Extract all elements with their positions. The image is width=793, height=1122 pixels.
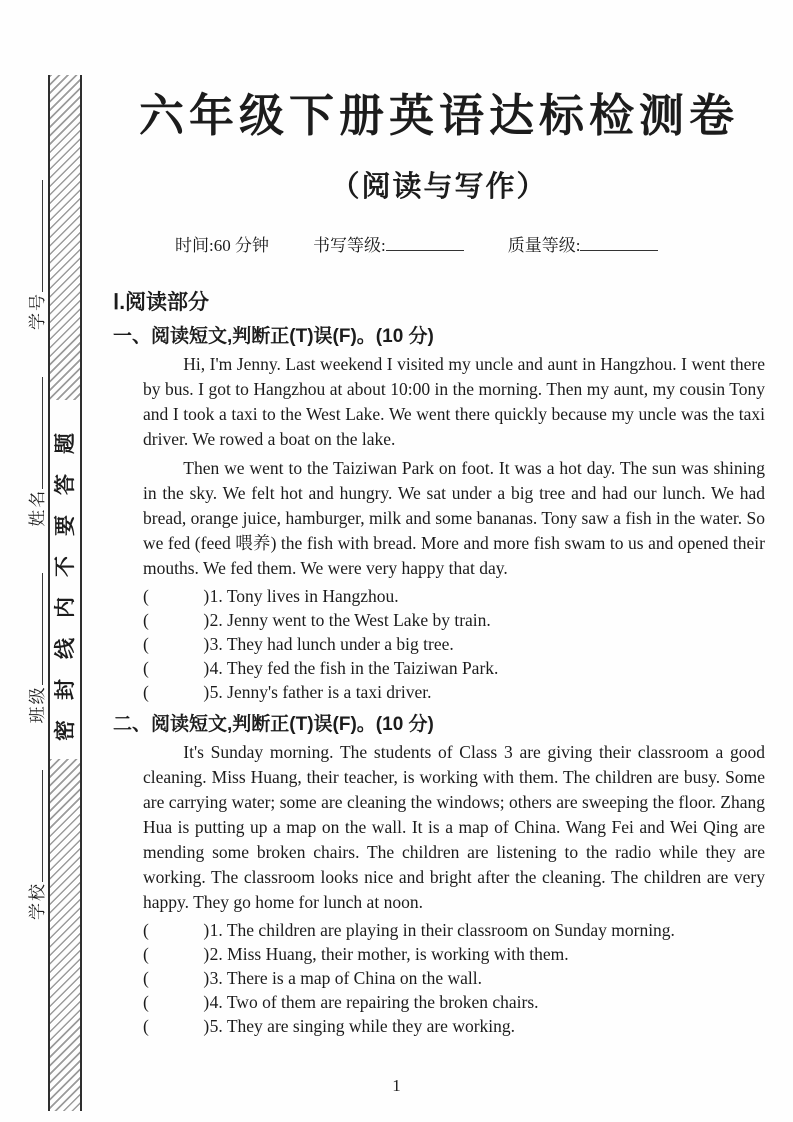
answer-blank[interactable]: ( ) <box>143 681 210 702</box>
task1-paragraph-2: Then we went to the Taiziwan Park on foot. It was a hot day. The sun was shining in the sky. We felt hot and hungry. We sat under a big tree and had our lunch. We had bread, orange juice, hamburger, milk and some bananas. Tony saw a fish in the water. So we fed (feed 喂养) the fish with bread. More and more fish swam to us and opened their mouths. We fed them. We were very happy that day. <box>143 457 765 578</box>
tf-question <box>113 656 765 680</box>
section-heading-reading: Ⅰ.阅读部分 <box>113 290 210 314</box>
tf-question <box>113 990 765 1014</box>
question-text: 3. There is a map of China on the wall. <box>209 967 482 988</box>
time-limit-label: 时间:60 分钟 <box>175 235 269 255</box>
answer-blank[interactable]: ( ) <box>143 1015 210 1036</box>
question-text: 4. They fed the fish in the Taiziwan Park. <box>209 657 499 678</box>
page-number: 1 <box>392 1076 401 1095</box>
answer-blank[interactable]: ( ) <box>143 967 210 988</box>
tf-question <box>113 608 765 632</box>
student-info-fields <box>12 180 48 920</box>
question-text: 1. The children are playing in their classroom on Sunday morning. <box>209 919 675 940</box>
tf-question <box>113 1014 765 1038</box>
school-blank[interactable] <box>28 770 43 882</box>
page-title: 六年级下册英语达标检测卷 <box>138 90 739 141</box>
task1-paragraph-1: Hi, I'm Jenny. Last weekend I visited my uncle and aunt in Hangzhou. I went there by bus. I got to Hangzhou at about 10:00 in the morning. Then my aunt, my cousin Tony and I took a taxi to the West Lake. We went there quickly because my uncle was the taxi driver. We rowed a boat on the lake. <box>143 353 765 449</box>
answer-blank[interactable]: ( ) <box>143 585 210 606</box>
question-text: 4. Two of them are repairing the broken chairs. <box>209 991 539 1012</box>
exam-content <box>113 0 765 1038</box>
hatch-pattern-top <box>50 75 80 400</box>
answer-blank[interactable]: ( ) <box>143 919 210 940</box>
field-school <box>23 770 48 920</box>
writing-grade-label: 书写等级: <box>312 235 386 255</box>
field-class <box>23 573 48 723</box>
tf-question <box>113 584 765 608</box>
task2-paragraph-1: It's Sunday morning. The students of Class 3 are giving their classroom a good cleaning. Miss Huang, their teacher, is working with them. The children are busy. Some are carrying water; some are cleaning the windows; others are sweeping the floor. Zhang Hua is putting up a map on the wall. It is a map of China. Wang Fei and Wei Qing are mending some broken chairs. The children are listening to the radio while they are working. The classroom looks nice and bright after the cleaning. The children are very happy. They go home for lunch at noon. <box>143 741 765 912</box>
quality-grade-field <box>508 231 659 256</box>
writing-grade-blank[interactable] <box>386 235 464 251</box>
school-label: 学校 <box>28 882 47 920</box>
task2-questions <box>113 918 765 1038</box>
question-text: 5. They are singing while they are working. <box>209 1015 516 1036</box>
writing-grade-field <box>313 231 464 256</box>
quality-grade-blank[interactable] <box>580 235 658 251</box>
class-label: 班级 <box>28 685 47 724</box>
answer-blank[interactable]: ( ) <box>143 943 210 964</box>
quality-grade-label: 质量等级: <box>507 235 581 255</box>
question-text: 1. Tony lives in Hangzhou. <box>209 585 399 606</box>
name-label: 姓名 <box>28 488 47 527</box>
question-text: 5. Jenny's father is a taxi driver. <box>209 681 432 702</box>
answer-blank[interactable]: ( ) <box>143 657 210 678</box>
task1-heading: 一、阅读短文,判断正(T)误(F)。(10 分) <box>113 325 434 347</box>
meta-row <box>175 231 765 256</box>
tf-question <box>113 680 765 704</box>
page-subtitle: （阅读与写作） <box>330 170 548 203</box>
field-student-number <box>23 180 48 330</box>
student-number-label: 学号 <box>28 292 47 331</box>
hatch-pattern-bottom <box>50 759 80 1111</box>
question-text: 2. Jenny went to the West Lake by train. <box>209 609 491 630</box>
field-name <box>23 377 48 527</box>
tf-question <box>113 918 765 942</box>
name-blank[interactable] <box>28 377 43 489</box>
answer-blank[interactable]: ( ) <box>143 609 210 630</box>
question-text: 2. Miss Huang, their mother, is working with them. <box>209 943 569 964</box>
task1-questions <box>113 584 765 704</box>
seal-warning-text: 密封线内不要答题 <box>53 413 77 741</box>
answer-blank[interactable]: ( ) <box>143 633 210 654</box>
tf-question <box>113 966 765 990</box>
tf-question <box>113 632 765 656</box>
tf-question <box>113 942 765 966</box>
answer-blank[interactable]: ( ) <box>143 991 210 1012</box>
class-blank[interactable] <box>28 573 43 685</box>
question-text: 3. They had lunch under a big tree. <box>209 633 454 654</box>
student-number-blank[interactable] <box>28 180 43 292</box>
task2-heading: 二、阅读短文,判断正(T)误(F)。(10 分) <box>113 713 434 735</box>
